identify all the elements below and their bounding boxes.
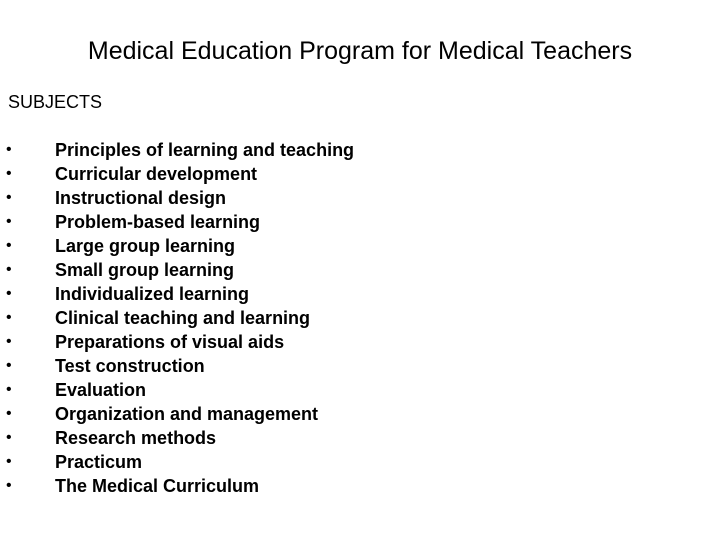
bullet-icon: • (6, 165, 12, 182)
bullet-icon: • (6, 405, 12, 422)
subject-label: Large group learning (55, 236, 236, 256)
bullet-icon: • (6, 477, 12, 494)
bullet-icon: • (6, 189, 12, 206)
bullet-icon: • (6, 357, 12, 374)
subject-label: Problem-based learning (55, 212, 261, 232)
subject-label: Instructional design (55, 188, 227, 208)
subject-label: Evaluation (55, 380, 147, 400)
subject-label: Test construction (55, 356, 205, 376)
section-heading: SUBJECTS (8, 92, 103, 112)
bullet-icon: • (6, 429, 12, 446)
subject-label: Individualized learning (55, 284, 250, 304)
subject-label: Curricular development (55, 164, 258, 184)
bullet-icon: • (6, 141, 12, 158)
bullet-icon: • (6, 381, 12, 398)
bullet-icon: • (6, 285, 12, 302)
bullet-icon: • (6, 213, 12, 230)
subject-label: The Medical Curriculum (55, 476, 260, 496)
subject-label: Preparations of visual aids (55, 332, 285, 352)
subject-label: Research methods (55, 428, 217, 448)
subject-label: Practicum (55, 452, 143, 472)
page-title: Medical Education Program for Medical Teachers (87, 36, 633, 65)
subject-label: Organization and management (55, 404, 319, 424)
bullet-icon: • (6, 261, 12, 278)
subject-label: Small group learning (55, 260, 235, 280)
bullet-icon: • (6, 453, 12, 470)
bullet-icon: • (6, 333, 12, 350)
bullet-icon: • (6, 237, 12, 254)
bullet-icon: • (6, 309, 12, 326)
subject-label: Clinical teaching and learning (55, 308, 311, 328)
subject-label: Principles of learning and teaching (55, 140, 355, 160)
